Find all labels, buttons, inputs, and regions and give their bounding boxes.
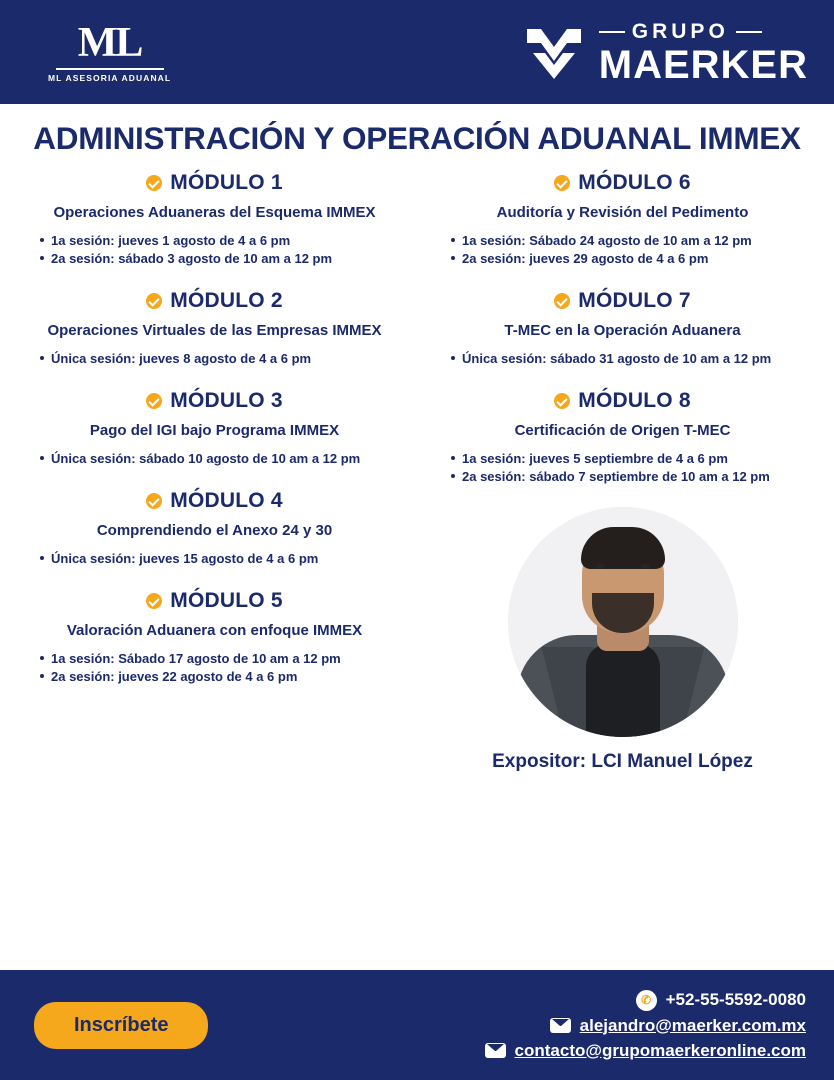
check-circle-icon bbox=[146, 175, 162, 191]
module-number: MÓDULO 5 bbox=[170, 589, 283, 612]
modules-columns bbox=[0, 165, 834, 773]
list-item: 1a sesión: jueves 1 agosto de 4 a 6 pm bbox=[40, 232, 407, 249]
contact-email-row[interactable] bbox=[485, 1041, 806, 1061]
module-number: MÓDULO 4 bbox=[170, 489, 283, 512]
page-title: ADMINISTRACIÓN Y OPERACIÓN ADUANAL IMMEX bbox=[33, 120, 801, 156]
mail-icon bbox=[485, 1043, 506, 1058]
module-subtitle: Pago del IGI bajo Programa IMMEX bbox=[89, 422, 340, 439]
contact-phone-row bbox=[636, 990, 806, 1011]
module-card bbox=[22, 489, 407, 567]
module-subtitle: Operaciones Aduaneras del Esquema IMMEX bbox=[53, 204, 376, 221]
list-item: Única sesión: sábado 10 agosto de 10 am a 12 pm bbox=[40, 450, 407, 467]
list-item: 2a sesión: sábado 7 septiembre de 10 am a 12 pm bbox=[451, 468, 812, 485]
check-circle-icon bbox=[554, 175, 570, 191]
session-list bbox=[22, 550, 407, 567]
maerker-m-icon bbox=[523, 23, 585, 81]
module-subtitle: Operaciones Virtuales de las Empresas IMMEX bbox=[47, 322, 382, 339]
module-number: MÓDULO 7 bbox=[578, 289, 691, 312]
inscribete-button[interactable]: Inscríbete bbox=[34, 1002, 208, 1049]
session-list bbox=[22, 350, 407, 367]
modules-column-left bbox=[22, 171, 417, 773]
module-card bbox=[433, 389, 812, 485]
module-subtitle: Auditoría y Revisión del Pedimento bbox=[496, 204, 749, 221]
portrait-eye-left bbox=[596, 564, 605, 569]
list-item: Única sesión: jueves 15 agosto de 4 a 6 pm bbox=[40, 550, 407, 567]
right-dash bbox=[736, 31, 762, 33]
list-item: 1a sesión: jueves 5 septiembre de 4 a 6 pm bbox=[451, 450, 812, 467]
header-bar bbox=[0, 0, 834, 104]
module-number: MÓDULO 8 bbox=[578, 389, 691, 412]
maerker-text-block bbox=[599, 20, 808, 85]
footer-bar bbox=[0, 970, 834, 1080]
module-header bbox=[22, 171, 407, 195]
phone-number: +52-55-5592-0080 bbox=[665, 990, 806, 1009]
module-card bbox=[433, 171, 812, 267]
left-dash bbox=[599, 31, 625, 33]
session-list bbox=[433, 350, 812, 367]
module-number: MÓDULO 6 bbox=[578, 171, 691, 194]
check-circle-icon bbox=[554, 393, 570, 409]
check-circle-icon bbox=[146, 393, 162, 409]
list-item: 2a sesión: jueves 29 agosto de 4 a 6 pm bbox=[451, 250, 812, 267]
contact-email-row[interactable] bbox=[550, 1016, 806, 1036]
session-list bbox=[22, 650, 407, 685]
module-subtitle: T-MEC en la Operación Aduanera bbox=[504, 322, 741, 339]
grupo-row bbox=[599, 20, 762, 44]
module-number: MÓDULO 3 bbox=[170, 389, 283, 412]
check-circle-icon bbox=[554, 293, 570, 309]
module-header bbox=[22, 489, 407, 513]
module-number: MÓDULO 2 bbox=[170, 289, 283, 312]
check-circle-icon bbox=[146, 593, 162, 609]
portrait-eye-right bbox=[641, 564, 650, 569]
module-header bbox=[433, 171, 812, 195]
module-header bbox=[433, 289, 812, 313]
module-header bbox=[22, 589, 407, 613]
list-item: 2a sesión: jueves 22 agosto de 4 a 6 pm bbox=[40, 668, 407, 685]
module-header bbox=[433, 389, 812, 413]
email-alejandro[interactable]: alejandro@maerker.com.mx bbox=[579, 1015, 806, 1035]
maerker-label: MAERKER bbox=[598, 42, 808, 87]
module-card bbox=[22, 289, 407, 367]
contact-list bbox=[485, 990, 806, 1061]
ml-monogram-icon: ML bbox=[77, 20, 142, 66]
module-subtitle: Certificación de Origen T-MEC bbox=[514, 422, 731, 439]
phone-icon: ✆ bbox=[636, 990, 657, 1011]
session-list bbox=[22, 450, 407, 467]
mail-icon bbox=[550, 1018, 571, 1033]
module-header bbox=[22, 289, 407, 313]
list-item: Única sesión: jueves 8 agosto de 4 a 6 pm bbox=[40, 350, 407, 367]
modules-column-right bbox=[417, 171, 812, 773]
module-subtitle: Valoración Aduanera con enfoque IMMEX bbox=[66, 622, 363, 639]
logo-divider bbox=[56, 68, 164, 70]
module-header bbox=[22, 389, 407, 413]
speaker-portrait bbox=[508, 507, 738, 737]
speaker-caption: Expositor: LCI Manuel López bbox=[492, 751, 753, 772]
check-circle-icon bbox=[146, 293, 162, 309]
list-item: 1a sesión: Sábado 17 agosto de 10 am a 12 pm bbox=[40, 650, 407, 667]
session-list bbox=[22, 232, 407, 267]
ml-asesoria-logo bbox=[48, 21, 171, 83]
email-contacto[interactable]: contacto@grupomaerkeronline.com bbox=[514, 1040, 806, 1060]
module-subtitle: Comprendiendo el Anexo 24 y 30 bbox=[96, 522, 333, 539]
module-card bbox=[22, 589, 407, 685]
module-card bbox=[433, 289, 812, 367]
check-circle-icon bbox=[146, 493, 162, 509]
list-item: 1a sesión: Sábado 24 agosto de 10 am a 12 pm bbox=[451, 232, 812, 249]
module-card bbox=[22, 171, 407, 267]
grupo-label: GRUPO bbox=[631, 19, 729, 43]
module-card bbox=[22, 389, 407, 467]
portrait-hair bbox=[581, 527, 665, 569]
grupo-maerker-logo bbox=[523, 20, 808, 85]
ml-logo-subtitle: ML ASESORIA ADUANAL bbox=[48, 73, 172, 83]
title-block bbox=[0, 104, 834, 165]
portrait-shirt bbox=[586, 643, 660, 737]
session-list bbox=[433, 450, 812, 485]
speaker-block bbox=[433, 507, 812, 773]
list-item: 2a sesión: sábado 3 agosto de 10 am a 12 pm bbox=[40, 250, 407, 267]
session-list bbox=[433, 232, 812, 267]
module-number: MÓDULO 1 bbox=[170, 171, 283, 194]
list-item: Única sesión: sábado 31 agosto de 10 am a 12 pm bbox=[451, 350, 812, 367]
